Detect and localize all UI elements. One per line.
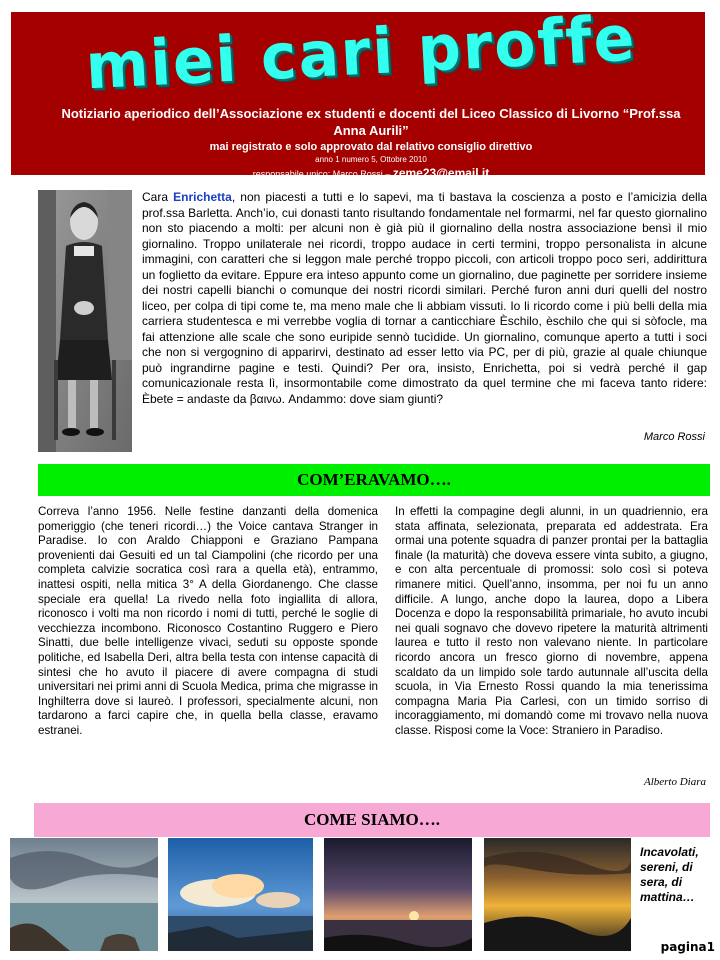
newsletter-tagline: mai registrato e solo approvato dal relativo consiglio direttivo	[209, 141, 533, 153]
article-column-right: In effetti la compagine degli alunni, in un quadriennio, era stata affinata, selezionata, preparata ed addestrata. Era ormai una potente squadra di panzer prontai per la battaglia finale (la maturità) che doveva essere vinta subito, a giugno, e con alta percentuale di promossi: solo così si poteva rimanere mitici. Quell’anno, insomma, per noi fu un anno difficile. A lungo, anche dopo la laurea, dopo a Libera Docenza e dopo la responsabilità primariale, ho avuto incubi nei quali sognavo che dovevo ripetere la maturità altrimenti laurea e tutto il resto non valevano niente. In particolare ricordo ancora un fresco giorno di novembre, appena scaldato da un limpido sole tardo autunnale all’uscita della scuola, in Via Ernesto Rossi quando la mia tenerissima compagna Maria Pia Carlesi, con un timido sorriso di incoraggiamento, mi domandò come mi trovavo nella nuova classe. Risposi come la Voce: Straniero in Paradiso.	[395, 505, 708, 737]
livorno-photo-1	[10, 838, 158, 951]
intro-greeting: Cara	[142, 190, 169, 204]
responsible-line	[51, 167, 691, 181]
section-heading-2-main: COME SIAMO….	[304, 810, 440, 829]
photo-caption: Incavolati, sereni, di sera, di mattina…	[640, 845, 699, 904]
section-heading-bar-2	[34, 803, 710, 837]
intro-addressee: Enrichetta	[173, 190, 232, 204]
livorno-photo-2	[168, 838, 313, 951]
page-number: pagina1	[660, 940, 715, 954]
intro-letter	[142, 190, 707, 407]
intro-signature: Marco Rossi	[643, 431, 705, 443]
masthead	[11, 1, 705, 180]
newsletter-subtitle: Notiziario aperiodico dell’Associazione ex studenti e docenti del Liceo Classico di Livorno “Prof.ssa Anna Aurili”	[61, 106, 681, 138]
section-heading-bar	[38, 464, 710, 496]
intro-body: , non piacesti a tutti e lo sapevi, ma ti bastava la coscienza a posto e l’amicizia della prof.ssa Barletta. Anch’io, cui donasti tanto risultando fondamentale nel formarmi, nel far questo giornalino non sto piacendo a molti: per alcuni non è già più il giornalino della nostra associazione bensì il mio giornalino. Troppo unilaterale nei ricordi, troppo audace in certi termini, troppo personalista in alcune immagini, con caratteri che si leggon male perché troppo piccoli, con articoli troppo poco seri, addirittura un foglietto da evitare. Eppure era inteso appunto come un giornalino, due paginette per sorridere insieme dei nostri capelli bianchi o comunque dei nostri ricordi similari. Perché furon anni duri quelli del nostro liceo, per colpa di tipi come te, ma meno male che li abbiam vissuti. Io li ricordo come i più belli della mia carriera studentesca e mi verrebbe voglia di tornar a canticchiare Èschilo, èschilo che qui si sòfocle, ma fai attenzione alle scale che sono euripide sennò tucìdide. Un giornalino, comunque aperto a tutti i soci che non si vergognino di apparirvi, destinato ad esser letto via PC, per di più, grazie al quale chiunque può ingrandirne pagine e testi. Quindi? Per ora, insisto, Enrichetta, poi si vedrà perché il gap comunicazionale resta lì, insormontabile come dimostrato da quel termine che mi faceva tanto ridere: Èbete = andaste da βαινω. Andammo: dove siam giunti?	[142, 190, 707, 406]
portrait-photo	[38, 190, 132, 452]
section-heading: COM’ERAVAMO….	[297, 470, 451, 489]
livorno-photo-3	[324, 838, 472, 951]
responsible-label: responsabile unico: Marco Rossi –	[252, 169, 391, 179]
livorno-photo-4	[484, 838, 631, 951]
article-column-left: Correva l’anno 1956. Nelle festine danzanti della domenica pomeriggio (che teneri ricordi…) the Voice cantava Stranger in Paradise. Io con Araldo Chiapponi e Graziano Pampana provenienti dai Gesuiti ed un tal Ciampolini (che ricordo per una completa calvizie socratica così rara a quella età), entrammo, inattesi ospiti, nella mitica 3° A della Giordanengo. Che classe speciale era quella! La rivedo nella foto ingiallita di allora, riconosco i volti ma non ricordo i nomi di tutti, perché le soglie di vecchiezza incombono. Riconosco Costantino Ruggero e Piero Sinatti, due belle intelligenze vivaci, seduti su opposte sponde politiche, ed Isabella Deri, altra bella testa con intense capacità di sintesi che ho avuto il piacere di avere compagna di studi universitari nei primi anni di Scuola Medica, prima che migrasse in Inghilterra dove si laureò. I professori, specialmente alcuni, non tardarono a farci capire che, in quella bella classe, eravamo estranei.	[38, 505, 378, 737]
newsletter-title: miei cari proffe	[83, 1, 639, 105]
contact-email[interactable]: zeme23@email.it	[392, 166, 490, 180]
issue-info: anno 1 numero 5, Ottobre 2010	[315, 155, 427, 164]
article-signature: Alberto Diara	[643, 776, 706, 788]
